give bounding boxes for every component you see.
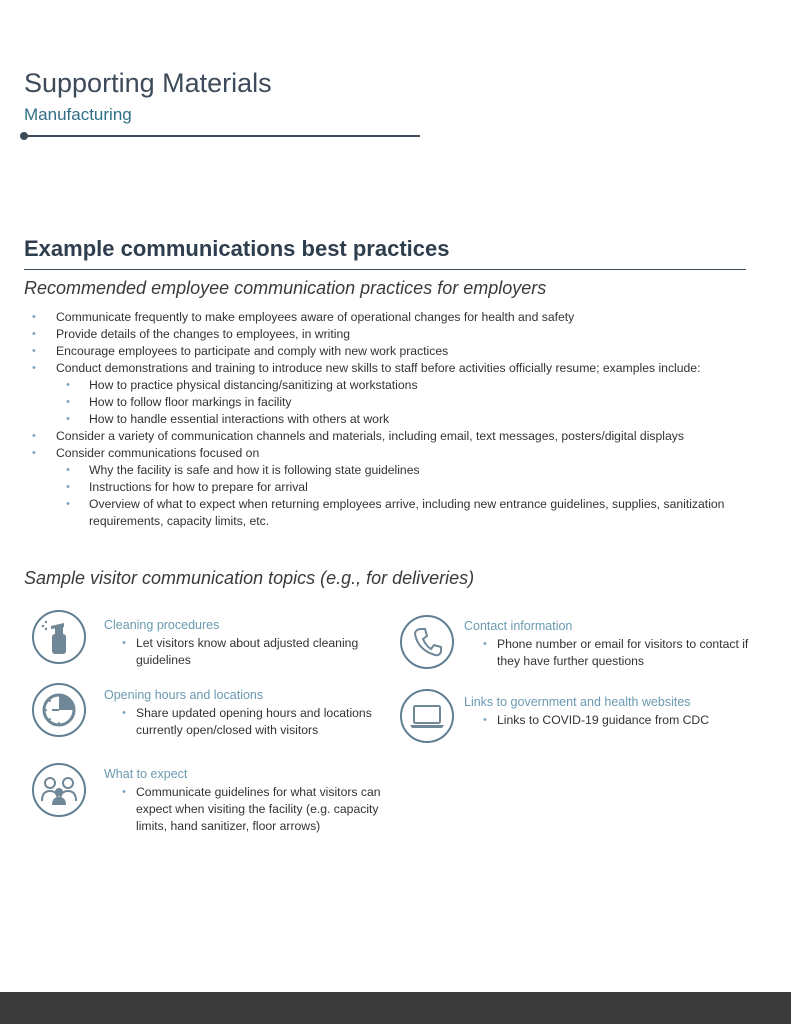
topic-text: • Let visitors know about adjusted cleaning guidelines [112,635,406,669]
topic-text: • Phone number or email for visitors to contact if they have further questions [473,636,757,670]
sub-list-item: • Instructions for how to prepare for arrival [32,479,752,496]
sub-list-item: • How to follow floor markings in facility [32,394,752,411]
header-divider-dot [20,132,28,140]
page-subtitle: Manufacturing [24,105,132,124]
topic-title: Contact information [464,619,573,633]
list-item: • Consider a variety of communication channels and materials, including email, text messages, posters/digital displays [32,428,752,445]
list-item: • Consider communications focused on [32,445,752,462]
topic-text: • Communicate guidelines for what visitors can expect when visiting the facility (e.g. capacity limits, hand sanitizer, floor arrows) [112,784,398,835]
list-item: • Communicate frequently to make employees aware of operational changes for health and safety [32,309,752,326]
sub-list-item: • How to handle essential interactions with others at work [32,411,752,428]
people-icon [32,763,86,817]
header-divider [24,135,420,137]
topic-title: Opening hours and locations [104,688,264,702]
sub-list-item: • Why the facility is safe and how it is following state guidelines [32,462,752,479]
topic-text: • Share updated opening hours and locations currently open/closed with visitors [112,705,386,739]
topic-title: What to expect [104,767,188,781]
topic-text: • Links to COVID-19 guidance from CDC [473,712,757,729]
topic-title: Links to government and health websites [464,695,691,709]
spray-bottle-icon [32,610,86,664]
list-item: • Encourage employees to participate and comply with new work practices [32,343,752,360]
list-item: • Provide details of the changes to employees, in writing [32,326,752,343]
footer-bar [0,992,791,1024]
sub-list-item: • How to practice physical distancing/sanitizing at workstations [32,377,752,394]
sub-list-item: • Overview of what to expect when returning employees arrive, including new entrance guidelines, supplies, sanitization requirements, capacity limits, etc. [32,496,752,530]
section-title: Example communications best practices [24,236,450,261]
topic-title: Cleaning procedures [104,618,220,632]
phone-icon [400,615,454,669]
employee-practices-list [32,309,752,530]
visitor-topics-heading: Sample visitor communication topics (e.g., for deliveries) [24,568,475,588]
clock-icon [32,683,86,737]
page-title: Supporting Materials [24,68,272,98]
list-item: • Conduct demonstrations and training to introduce new skills to staff before activities officially resume; examples include: [32,360,752,377]
laptop-icon [400,689,454,743]
section-divider [24,269,746,270]
employee-practices-heading: Recommended employee communication practices for employers [24,278,547,298]
